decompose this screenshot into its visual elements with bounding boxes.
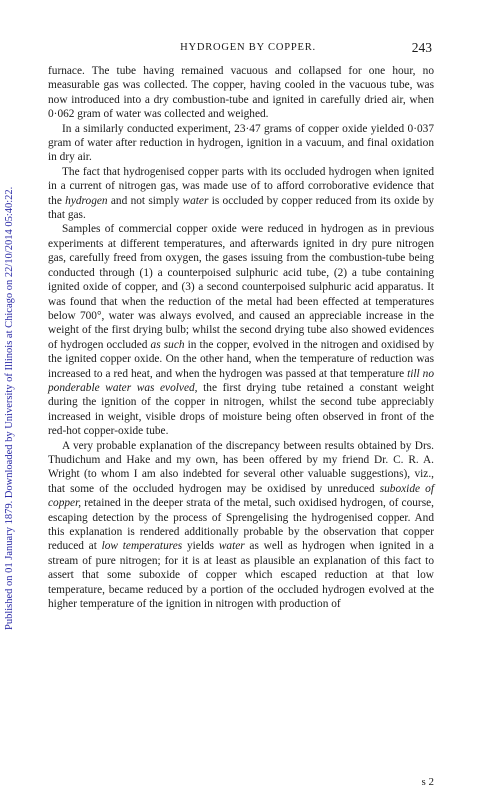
page-header: [64, 40, 432, 60]
provenance-text: Published on 01 January 1879. Downloaded by University of Illinois at Chicago on 22/10/2014 05:40:22.: [4, 186, 15, 630]
italic-term: water: [182, 194, 209, 207]
paragraph-1: furnace. The tube having remained vacuous and collapsed for one hour, no measurable gas was collected. The copper, having cooled in the vacuous tube, was now introduced into a dry combustion-tube and ignited in carefully dried air, when 0·062 gram of water was collected and weighed.: [48, 65, 434, 121]
italic-term: low temperatures: [101, 540, 183, 553]
paragraph-5: A very probable explanation of the discrepancy between results obtained by Drs. Thudichum and Hake and my own, has been offered by my friend Dr. C. R. A. Wright (to whom I am also indebted for several other valuable suggestions), viz., that some of the occluded hydrogen may be oxidised by unreduced suboxide of copper, retained in the deeper strata of the metal, such oxidised hydrogen, of course, escaping detection by the process of Sprengelising the hydrogenised copper. And this explanation is rendered additionally probable by the observation that copper reduced at low temperatures yields water as well as hydrogen when ignited in a stream of pure nitrogen; for it is at least as plausible an explanation of this fact to assert that some suboxide of copper which escaped reduction at that low temperature, became reduced by a portion of the occluded hydrogen evolved at the higher temperature of the ignition in nitrogen with production of: [48, 439, 434, 611]
provenance-sidebar: [0, 0, 22, 792]
italic-term: water: [218, 540, 245, 553]
italic-term: till no ponderable water was evolved,: [48, 367, 434, 394]
body-text: [48, 64, 434, 611]
italic-term: suboxide of copper,: [48, 482, 434, 510]
signature-mark: s 2: [421, 776, 434, 788]
italic-term: hydrogen: [65, 194, 108, 207]
running-head: HYDROGEN BY COPPER.: [180, 42, 316, 53]
italic-term: as such: [150, 338, 185, 351]
paragraph-4: Samples of commercial copper oxide were reduced in hydrogen as in previous experiments at different temperatures, and afterwards ignited in dry pure nitrogen gas, carefully freed from oxygen, the gases issuing from the combustion-tube being conducted through (1) a counterpoised sulphuric acid tube, (2) a tube containing ignited oxide of copper, and (3) a second counterpoised sulphuric acid apparatus. It was found that when the reduction of the metal had been effected at temperatures below 700°, water was always evolved, and caused an appreciable increase in the weight of the first drying bulb; whilst the second drying tube also showed evidences of hydrogen occluded as such in the copper, evolved in the nitrogen and oxidised by the ignited copper oxide. On the other hand, when the temperature of reduction was increased to a red heat, and when the hydrogen was passed at that temperature till no ponderable water was evolved, the first drying tube retained a constant weight during the ignition of the copper in nitrogen, whilst the second tube appreciably increased in weight, visible drops of moisture being often observed in front of the red-hot copper-oxide tube.: [48, 223, 435, 438]
paragraph-2: In a similarly conducted experiment, 23·47 grams of copper oxide yielded 0·037 gram of water after reduction in hydrogen, ignition in a vacuum, and final oxidation in dry air.: [48, 122, 434, 164]
paragraph-3: The fact that hydrogenised copper parts with its occluded hydrogen when ignited in a current of nitrogen gas, was made use of to afford corroborative evidence that the hydrogen and not simply water is occluded by copper reduced from its oxide by that gas.: [48, 165, 434, 222]
page-number: 243: [411, 40, 432, 55]
